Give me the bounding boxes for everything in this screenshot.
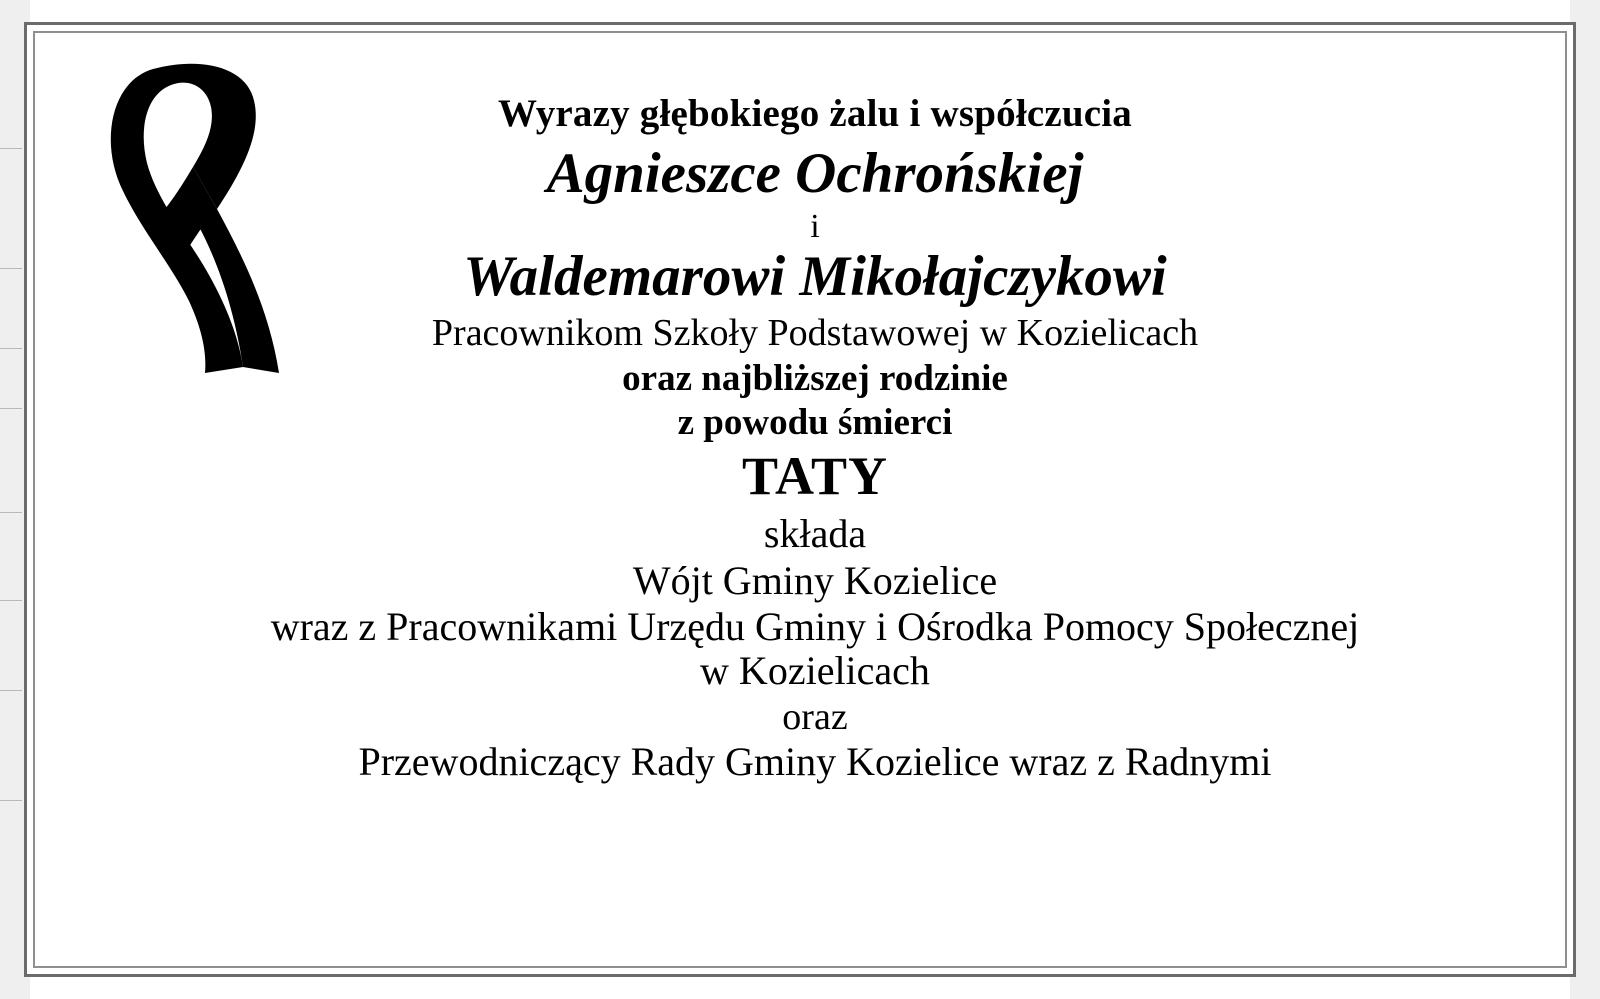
condolence-text-block [105, 93, 1525, 783]
recipient-family: oraz najbliższej rodzinie [622, 358, 1008, 400]
recipient-workplace: Pracownikom Szkoły Podstawowej w Kozielicach [431, 312, 1199, 355]
reason-text: z powodu śmierci [677, 401, 953, 443]
signer-line-1: Wójt Gminy Kozielice [632, 557, 998, 603]
condolence-notice-card [24, 22, 1576, 977]
recipient-secondary-name: Waldemarowi Mikołajczykowi [463, 244, 1167, 308]
submits-text: składa [763, 511, 867, 557]
signer-line-2: wraz z Pracownikami Urzędu Gminy i Ośrodka Pomocy Społecznej [270, 603, 1360, 649]
signer-line-3: w Kozielicach [700, 648, 930, 694]
recipient-primary-name: Agnieszce Ochrońskiej [546, 142, 1084, 206]
condolence-headline: Wyrazy głębokiego żalu i współczucia [497, 92, 1133, 135]
deceased-relation: TATY [741, 445, 888, 506]
signer-conjunction: oraz [782, 695, 848, 738]
condolence-notice-inner-frame [33, 31, 1567, 968]
signer-line-4: Przewodniczący Rady Gminy Kozielice wraz z Radnymi [358, 738, 1272, 784]
recipient-conjunction: i [810, 207, 820, 245]
